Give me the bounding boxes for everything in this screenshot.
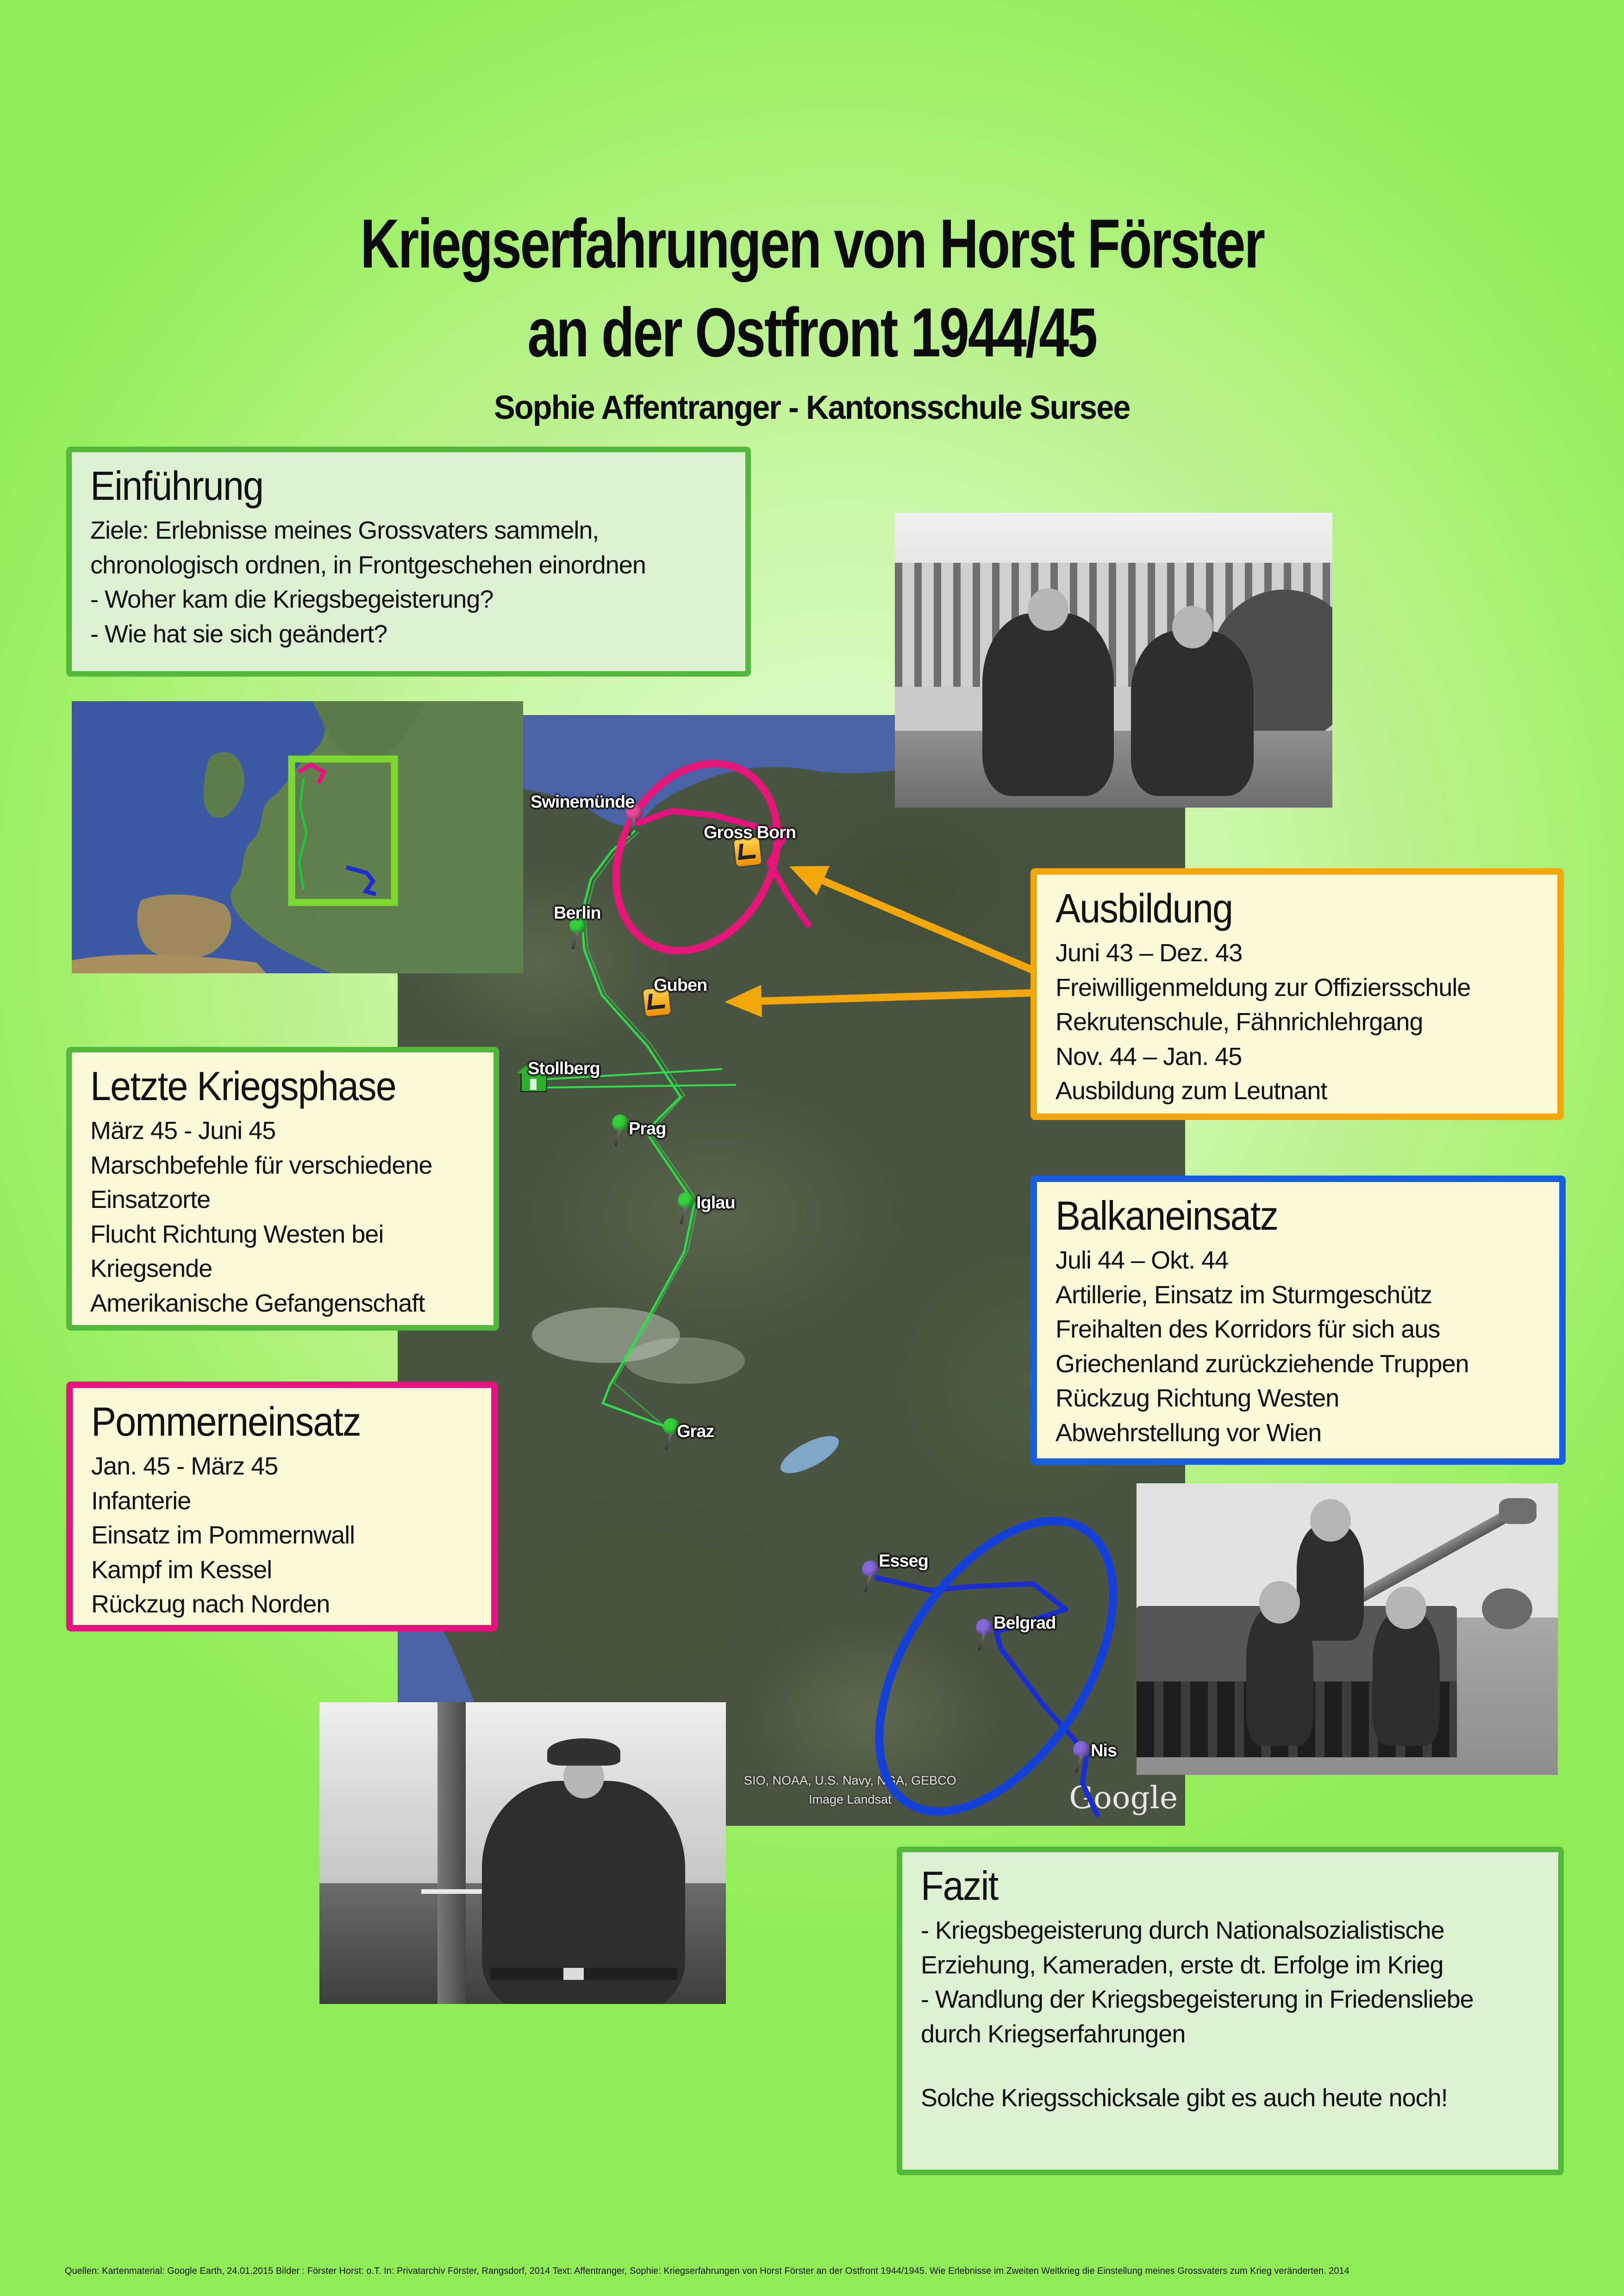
box-text-line: März 45 - Juni 45 [90,1117,276,1145]
box-text-line: Nov. 44 – Jan. 45 [1056,1042,1242,1070]
inset-route-green [299,778,306,890]
photo-two-soldiers-at-fence [895,513,1332,808]
box-text-line: - Kriegsbegeisterung durch Nationalsozialistische [921,1916,1444,1944]
ground-shape [895,731,1332,808]
map-attribution-line2: Image Landsat [808,1792,892,1806]
inset-route-blue [346,867,376,894]
pole-shape [437,1702,466,2004]
box-text-line: Abwehrstellung vor Wien [1056,1419,1322,1447]
box-text-line: Rückzug Richtung Westen [1056,1384,1339,1412]
poster-title-line-1: Kriegserfahrungen von Horst Förster [360,205,1264,282]
letzte-kriegsphase-box-title: Letzte Kriegsphase [90,1063,396,1109]
einfuehrung-box-title: Einführung [90,463,263,509]
box-text-line: - Wie hat sie sich geändert? [90,620,387,648]
box-text-line: Ziele: Erlebnisse meines Grossvaters sammeln, [90,516,599,544]
poster-title-line-2: an der Ostfront 1944/45 [527,293,1097,371]
soldier-cap [547,1738,620,1766]
box-text-line: Infanterie [91,1487,191,1515]
muzzle-brake [1499,1498,1537,1524]
box-text-line: Amerikanische Gefangenschaft [90,1289,425,1317]
green-pushpin-icon [612,1114,629,1131]
photo-soldier-portrait [319,1702,726,2004]
belt-buckle [563,1968,584,1980]
map-label-esseg: Esseg [879,1551,928,1571]
box-text-line: Juni 43 – Dez. 43 [1056,939,1243,967]
map-label-guben: Guben [654,976,707,995]
photo-soldiers-on-sturmgeschuetz [1137,1483,1558,1775]
soldier-belt [490,1968,677,1980]
box-text-line: Einsatzorte [90,1186,211,1214]
box-text-line: Rekrutenschule, Fähnrichlehrgang [1056,1008,1423,1036]
box-text-line: durch Kriegserfahrungen [921,2020,1186,2048]
arrow-to-guben [762,993,1037,1001]
ellipse-blue-balkan [831,1480,1161,1852]
route-green-stollberg-spur-2 [545,1085,736,1088]
fazit-closing-line: Solche Kriegsschicksale gibt es auch heute noch! [921,2084,1448,2112]
google-watermark: Google [1069,1780,1178,1816]
map-label-berlin: Berlin [554,903,601,923]
purple-pushpin-icon [976,1619,993,1636]
soldier-figure-left [1246,1606,1314,1746]
box-text-line: Einsatz im Pommernwall [91,1521,355,1549]
green-pushpin-icon [678,1192,694,1209]
box-text-line: Rückzug nach Norden [91,1590,330,1618]
box-text-line: chronologisch ordnen, in Frontgeschehen einordnen [90,551,646,579]
box-text-line: Kampf im Kessel [91,1556,272,1584]
box-text-line: Jan. 45 - März 45 [91,1452,278,1480]
ausbildung-box [1031,868,1564,1120]
ausbildung-box-title: Ausbildung [1056,885,1233,931]
box-text-line: Erziehung, Kameraden, erste dt. Erfolge im Krieg [921,1951,1443,1979]
map-label-prag: Prag [629,1119,666,1139]
soldier-figure-right [1131,631,1254,796]
map-label-belgrad: Belgrad [993,1613,1056,1633]
box-text-line: Freihalten des Korridors für sich aus [1056,1315,1440,1344]
map-label-swinemuende: Swinemünde [531,792,635,812]
ellipse-pink-pommern [584,735,809,979]
route-blue-balkan [875,1577,1098,1817]
letzte-kriegsphase-box [66,1047,499,1331]
pommerneinsatz-box-title: Pommerneinsatz [91,1399,361,1444]
poster-subtitle: Sophie Affentranger - Kantonsschule Sursee [494,389,1130,426]
pommerneinsatz-box [66,1381,498,1631]
soldier-figure-left [982,613,1114,796]
tree-shape [1482,1588,1532,1629]
box-text-line: Freiwilligenmeldung zur Offiziersschule [1056,973,1471,1002]
map-label-nis: Nis [1091,1741,1117,1761]
poster-title-block [0,199,1624,427]
arrow-to-gross-born [823,881,1037,972]
box-text-line: Artillerie, Einsatz im Sturmgeschütz [1056,1281,1432,1309]
box-text-line: - Woher kam die Kriegsbegeisterung? [90,585,493,614]
map-label-graz: Graz [677,1422,714,1441]
box-text-line: Juli 44 – Okt. 44 [1056,1246,1229,1274]
map-label-gross-born: Gross Born [704,823,796,842]
balkaneinsatz-box-title: Balkaneinsatz [1056,1193,1278,1238]
box-text-line: Flucht Richtung Westen bei [90,1220,384,1248]
fazit-box [897,1847,1564,2175]
footer-sources: Quellen: Kartenmaterial: Google Earth, 24.01.2015 Bilder : Förster Horst: o.T. In: Privatarchiv Förster, Rangsdorf, 2014 Text: Affentranger, Sophie: Kriegserfahrungen von Horst Förster an der Ostfront 1944/1945. Wie Erlebnisse im Zweiten Weltkrieg die Einstellung meines Grossvaters zum Krieg veränderten. 2014 [65,2266,1349,2276]
box-text-line: - Wandlung der Kriegsbegeisterung in Friedensliebe [921,1985,1474,2014]
purple-pushpin-icon [1073,1741,1090,1758]
pole-crossbar [421,1889,482,1894]
map-label-stollberg: Stollberg [528,1059,600,1078]
map-attribution-line1: SIO, NOAA, U.S. Navy, NGA, GEBCO [744,1773,956,1787]
box-text-line: Kriegsende [90,1255,212,1283]
purple-pushpin-icon [862,1561,879,1577]
arrow-to-guben-head [725,985,762,1017]
box-text-line: Marschbefehle für verschiedene [90,1151,432,1179]
einfuehrung-box [66,447,751,677]
map-label-iglau: Iglau [696,1193,735,1213]
box-text-line: Ausbildung zum Leutnant [1056,1077,1327,1105]
soldier-figure-right [1373,1612,1440,1746]
box-text-line: Griechenland zurückziehende Truppen [1056,1350,1469,1378]
balkaneinsatz-box [1031,1176,1566,1465]
fazit-box-title: Fazit [921,1863,998,1909]
